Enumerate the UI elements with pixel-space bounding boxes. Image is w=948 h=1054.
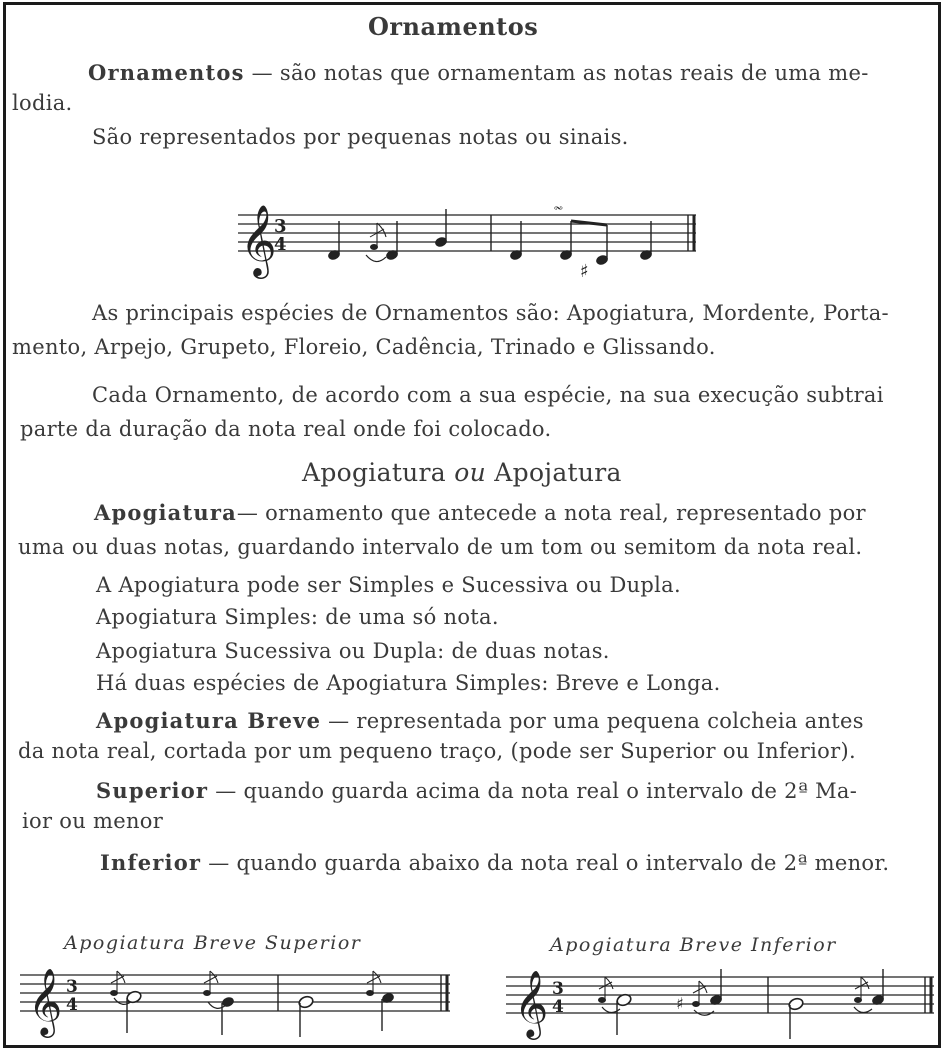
time-signature-top: 3 [66, 977, 78, 997]
superior-term: Superior [96, 778, 209, 803]
inferior-definition: — quando guarda abaixo da nota real o intervalo de 2ª menor. [208, 851, 890, 875]
ornament-example-staff [236, 195, 696, 285]
species-line1: As principais espécies de Ornamentos são: Apogiatura, Mordente, Porta- [92, 301, 889, 325]
breve-line2: da nota real, cortada por um pequeno traço, (pode ser Superior ou Inferior). [18, 739, 856, 763]
time-signature-top: 3 [274, 216, 287, 237]
duration-line2: parte da duração da nota real onde foi colocado. [20, 417, 552, 441]
time-signature-bottom: 4 [552, 997, 564, 1017]
superior-line2: ior ou menor [22, 809, 164, 833]
mordent-icon: 𝆗 [554, 196, 563, 215]
page-title: Ornamentos [368, 12, 539, 41]
sharp-icon: ♯ [580, 261, 589, 282]
inferior-term: Inferior [100, 850, 202, 875]
breve-term: Apogiatura Breve [96, 708, 322, 733]
intro-definition: — são notas que ornamentam as notas reais de uma me- [251, 61, 869, 85]
intro-representation: São representados por pequenas notas ou sinais. [92, 125, 629, 149]
section-title-connector: ou [454, 458, 487, 487]
duration-line1: Cada Ornamento, de acordo com a sua espécie, na sua execução subtrai [92, 383, 884, 407]
time-signature-bottom: 4 [274, 234, 287, 255]
superior-example-staff [20, 965, 450, 1045]
intro-line1 [88, 61, 869, 85]
intro-term: Ornamentos [88, 60, 245, 85]
time-signature-bottom: 4 [66, 995, 78, 1015]
superior-definition: — quando guarda acima da nota real o intervalo de 2ª Ma- [215, 779, 858, 803]
section-title-part1: Apogiatura [302, 458, 447, 487]
document-page [3, 2, 941, 1048]
apogiatura-two-species: Há duas espécies de Apogiatura Simples: Breve e Longa. [96, 671, 721, 695]
slur [366, 255, 386, 262]
inferior-example-staff [506, 965, 934, 1045]
apogiatura-term: Apogiatura [94, 500, 237, 525]
apogiatura-line1 [94, 501, 866, 525]
superior-example-caption: Apogiatura Breve Superior [64, 932, 362, 954]
section-title-part2: Apojatura [494, 458, 622, 487]
apogiatura-definition: — ornamento que antecede a nota real, representado por [236, 501, 866, 525]
treble-clef-icon: 𝄞 [28, 967, 63, 1035]
treble-clef-icon: 𝄞 [514, 969, 549, 1037]
species-line2: mento, Arpejo, Grupeto, Floreio, Cadência, Trinado e Glissando. [12, 335, 716, 359]
breve-definition: — representada por uma pequena colcheia antes [328, 709, 864, 733]
breve-line1 [96, 709, 864, 733]
time-signature-top: 3 [552, 979, 564, 999]
apogiatura-simple: Apogiatura Simples: de uma só nota. [96, 605, 499, 629]
section-title [302, 458, 622, 487]
sharp-icon: ♯ [676, 994, 684, 1013]
apogiatura-double: Apogiatura Sucessiva ou Dupla: de duas notas. [96, 639, 610, 663]
inferior-example-caption: Apogiatura Breve Inferior [550, 934, 837, 956]
intro-line2: lodia. [12, 91, 73, 115]
inferior-line [100, 851, 889, 875]
treble-clef-icon: 𝄞 [240, 203, 277, 276]
apogiatura-kinds: A Apogiatura pode ser Simples e Sucessiva ou Dupla. [96, 573, 681, 597]
apogiatura-line2: uma ou duas notas, guardando intervalo de um tom ou semitom da nota real. [18, 535, 863, 559]
superior-line1 [96, 779, 857, 803]
